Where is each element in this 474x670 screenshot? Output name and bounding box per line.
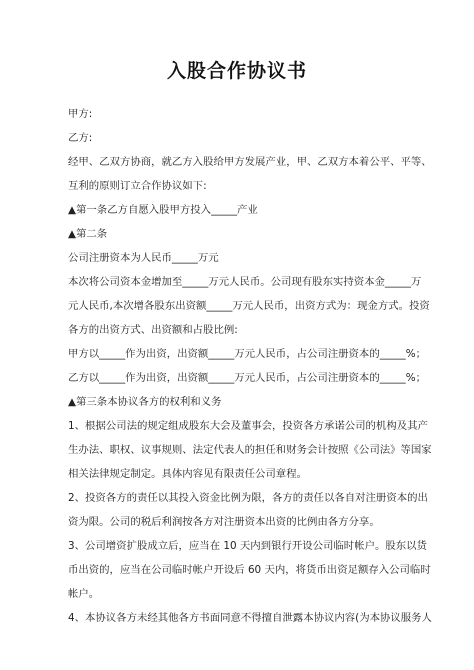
article-2-line-2: 本次将公司资本金增加至_____万元人民币。公司现有股东实持资本金_____万: [68, 276, 422, 288]
article-3-clause-2-line-2: 资为限。公司的税后利润按各方对注册资本出资的比例由各方分享。: [68, 516, 380, 528]
article-2-line-1: 公司注册资本为人民币_____万元: [68, 252, 219, 264]
article-3-clause-1-line-2: 生办法、职权、议事规则、法定代表人的担任和财务会计按照《公司法》等国家: [68, 444, 432, 456]
party-a-line: 甲方:: [68, 108, 93, 120]
party-a-contribution-line: 甲方以_____作为出资，出资额_____万元人民币，占公司注册资本的_____%；: [68, 348, 426, 360]
article-3-clause-1-line-3: 相关法律规定制定。具体内容见有限责任公司章程。: [68, 468, 307, 480]
document-title: 入股合作协议书: [166, 60, 307, 82]
article-3-clause-3-line-1: 3、公司增资扩股成立后，应当在 10 天内到银行开设公司临时帐户。股东以货: [68, 540, 427, 552]
party-b-line: 乙方:: [68, 132, 93, 144]
article-3-clause-2-line-1: 2、投资各方的责任以其投入资金比例为限，各方的责任以各自对注册资本的出: [68, 492, 428, 504]
article-3-heading: ▲第三条本协议各方的权利和义务: [68, 396, 222, 408]
article-3-clause-4-line-1: 4、本协议各方未经其他各方书面同意不得擅自泄露本协议内容(为本协议服务人: [68, 612, 432, 624]
article-2-line-3: 元人民币,本次增各股东出资额_____万元人民币，出资方式为：现金方式。投资: [68, 300, 430, 312]
article-1-heading: ▲第一条乙方自愿入股甲方投入_____产业: [68, 204, 258, 216]
article-2-line-4: 各方的出资方式、出资额和占股比例:: [68, 324, 238, 336]
preamble-line-2: 互利的原则订立合作协议如下:: [68, 180, 207, 192]
article-3-clause-3-line-3: 帐户。: [68, 588, 100, 600]
article-3-clause-1-line-1: 1、根据公司法的规定组成股东大会及董事会，投资各方承诺公司的机构及其产: [68, 420, 428, 432]
article-3-clause-3-line-2: 币出资的，应当在公司临时帐户开设后 60 天内，将货币出资足额存入公司临时: [68, 564, 431, 576]
party-b-contribution-line: 乙方以_____作为出资，出资额_____万元人民币，占公司注册资本的_____%；: [68, 372, 426, 384]
article-2-heading: ▲第二条: [68, 228, 108, 240]
preamble-line-1: 经甲、乙双方协商，就乙方入股给甲方发展产业，甲、乙双方本着公平、平等、: [68, 156, 432, 168]
